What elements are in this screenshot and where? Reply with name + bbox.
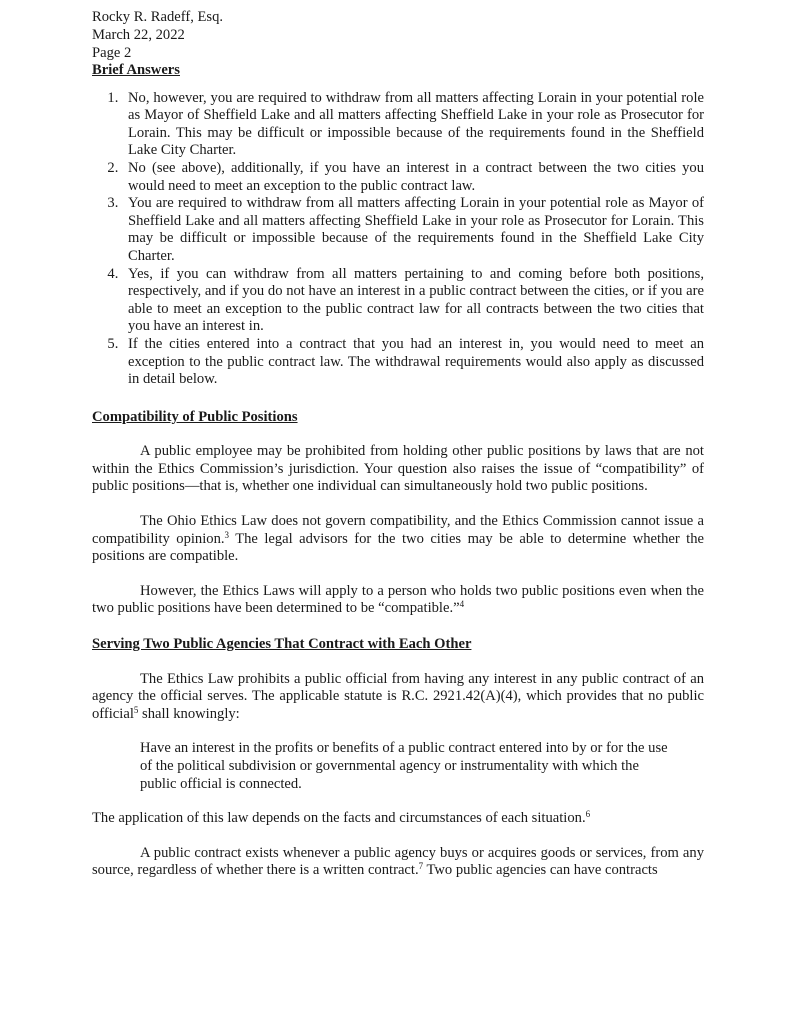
- answer-item-3: 3. You are required to withdraw from all matters affecting Lorain in your potential role as Mayor of Sheffield Lake and all matters affecting Sheffield Lake in your role as Prosecutor for Lorain. This may be difficult or impossible because of the requirements found in the Sheffield Lake City Charter.: [122, 195, 704, 265]
- answer-item-5: 5. If the cities entered into a contract that you had an interest in, you would need to meet an exception to the public contract law. The withdrawal requirements would also apply as discussed in detail below.: [122, 336, 704, 389]
- serving-heading: Serving Two Public Agencies That Contract with Each Other: [92, 636, 472, 653]
- answer-item-1: 1. No, however, you are required to withdraw from all matters affecting Lorain in your potential role as Mayor of Sheffield Lake and all matters affecting Sheffield Lake in your role as Prosecutor for Lorain. This may be difficult or impossible because of the requirements found in the Sheffield Lake City Charter.: [122, 90, 704, 160]
- compatibility-paragraph-3: However, the Ethics Laws will apply to a person who holds two public positions even when the two public positions have been determined to be “compatible.”$^4$: [92, 582, 704, 617]
- compatibility-paragraph-1: A public employee may be prohibited from holding other public positions by laws that are not within the Ethics Commission’s jurisdiction. Your question also raises the issue of “compatibility” of public positions—that is, whether one individual can simultaneously hold two public positions.: [92, 443, 704, 495]
- answer-item-2: 2. No (see above), additionally, if you have an interest in a contract between the two cities you would need to meet an exception to the public contract law.: [122, 160, 704, 195]
- brief-answers-heading: Brief Answers: [92, 62, 180, 78]
- footnote-ref-3[interactable]: 3: [224, 529, 230, 540]
- date-line: March 22, 2022: [92, 27, 185, 43]
- serving-paragraph-1: The Ethics Law prohibits a public official from having any interest in any public contract of an agency the official serves. The applicable statute is R.C. 2921.42(A)(4), which provides that no public official$^5$ shall knowingly:: [92, 670, 704, 722]
- footnote-ref-7[interactable]: 7: [418, 861, 424, 872]
- compatibility-paragraph-2: The Ohio Ethics Law does not govern compatibility, and the Ethics Commission cannot issue a compatibility opinion.$^3$ The legal advisors for the two cities may be able to determine whether the positions are compatible.: [92, 513, 704, 565]
- footnote-ref-5[interactable]: 5: [133, 704, 139, 715]
- compatibility-heading: Compatibility of Public Positions: [92, 408, 298, 425]
- recipient-line: Rocky R. Radeff, Esq.: [92, 9, 224, 25]
- page-number: Page 2: [92, 45, 132, 61]
- letter-page: [92, 8, 704, 880]
- serving-paragraph-3: A public contract exists whenever a public agency buys or acquires goods or services, from any source, regardless of whether there is a written contract.$^7$ Two public agencies can have contracts: [92, 844, 704, 879]
- answer-item-4: 4. Yes, if you can withdraw from all matters pertaining to and coming before both positions, respectively, and if you do not have an interest in a public contract between the cities, or if you are able to meet an exception to the public contract law for all contracts between the two cities that you have an interest in.: [122, 266, 704, 336]
- letter-header: [92, 8, 704, 62]
- footnote-ref-4[interactable]: 4: [459, 599, 465, 610]
- statute-quote: Have an interest in the profits or benefits of a public contract entered into by or for the use of the political subdivision or governmental agency or instrumentality with which the public official is connected.: [140, 740, 668, 792]
- footnote-ref-6[interactable]: 6: [585, 809, 591, 820]
- brief-answers-list: [92, 90, 704, 389]
- serving-paragraph-2: The application of this law depends on the facts and circumstances of each situation.$^6$: [92, 809, 591, 827]
